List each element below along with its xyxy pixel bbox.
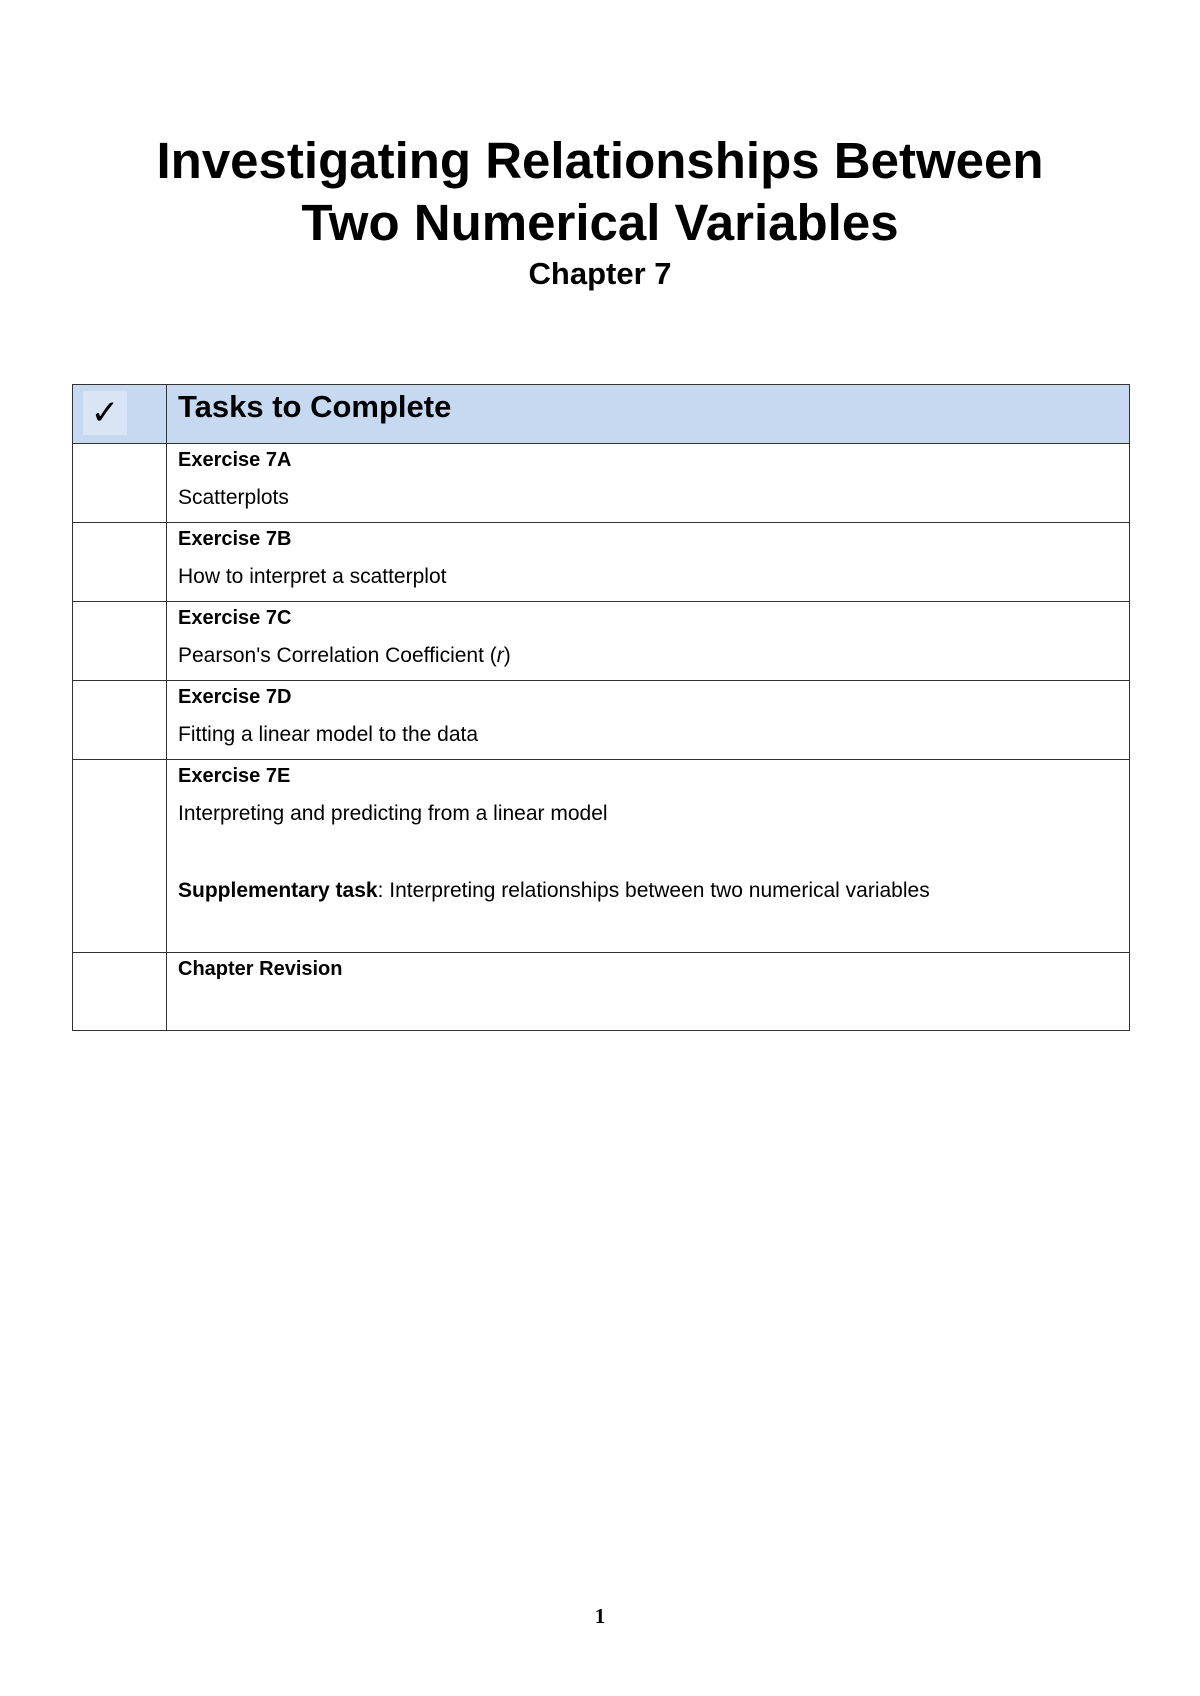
supplementary-label: Supplementary task xyxy=(178,879,378,902)
chapter-revision-label: Chapter Revision xyxy=(178,958,343,980)
document-title-line-2: Two Numerical Variables xyxy=(301,194,899,251)
page-number: 1 xyxy=(594,1604,606,1628)
supplementary-task xyxy=(178,879,1129,903)
task-cell-7e xyxy=(167,760,1130,953)
description-prefix: Pearson's Correlation Coefficient ( xyxy=(178,644,497,667)
check-cell-7d[interactable] xyxy=(73,681,167,760)
check-cell-7b[interactable] xyxy=(73,523,167,602)
title-block xyxy=(0,130,1200,292)
table-row xyxy=(73,602,1130,681)
document-title-line-1: Investigating Relationships Between xyxy=(156,132,1044,189)
check-cell-7a[interactable] xyxy=(73,444,167,523)
checkmark-glyph: ✓ xyxy=(90,393,120,433)
exercise-description: Interpreting and predicting from a linear model xyxy=(178,802,608,825)
exercise-label: Exercise 7E xyxy=(178,765,291,787)
exercise-label: Exercise 7A xyxy=(178,449,292,471)
exercise-label: Exercise 7B xyxy=(178,528,292,550)
supplementary-text: : Interpreting relationships between two numerical variables xyxy=(377,879,930,902)
exercise-label: Exercise 7D xyxy=(178,686,292,708)
exercise-description: Scatterplots xyxy=(178,486,289,509)
exercise-description: Fitting a linear model to the data xyxy=(178,723,479,746)
table-row xyxy=(73,681,1130,760)
table-row xyxy=(73,523,1130,602)
tasks-table xyxy=(72,384,1130,1031)
check-cell-revision[interactable] xyxy=(73,953,167,1031)
task-cell-7a xyxy=(167,444,1130,523)
chapter-subtitle: Chapter 7 xyxy=(528,256,672,291)
exercise-description: How to interpret a scatterplot xyxy=(178,565,447,588)
task-cell-7c xyxy=(167,602,1130,681)
task-cell-7b xyxy=(167,523,1130,602)
exercise-description xyxy=(178,644,1129,668)
check-header-cell xyxy=(73,385,167,444)
check-cell-7c[interactable] xyxy=(73,602,167,681)
task-cell-revision xyxy=(167,953,1130,1031)
tasks-header-cell xyxy=(167,385,1130,444)
table-row xyxy=(73,760,1130,953)
table-row xyxy=(73,444,1130,523)
tasks-header-label: Tasks to Complete xyxy=(178,389,452,424)
check-cell-7e[interactable] xyxy=(73,760,167,953)
task-cell-7d xyxy=(167,681,1130,760)
correlation-variable: r xyxy=(496,644,504,667)
table-header-row xyxy=(73,385,1130,444)
description-suffix: ) xyxy=(503,644,511,667)
exercise-label: Exercise 7C xyxy=(178,607,292,629)
checkmark-icon xyxy=(83,391,127,435)
table-row xyxy=(73,953,1130,1031)
